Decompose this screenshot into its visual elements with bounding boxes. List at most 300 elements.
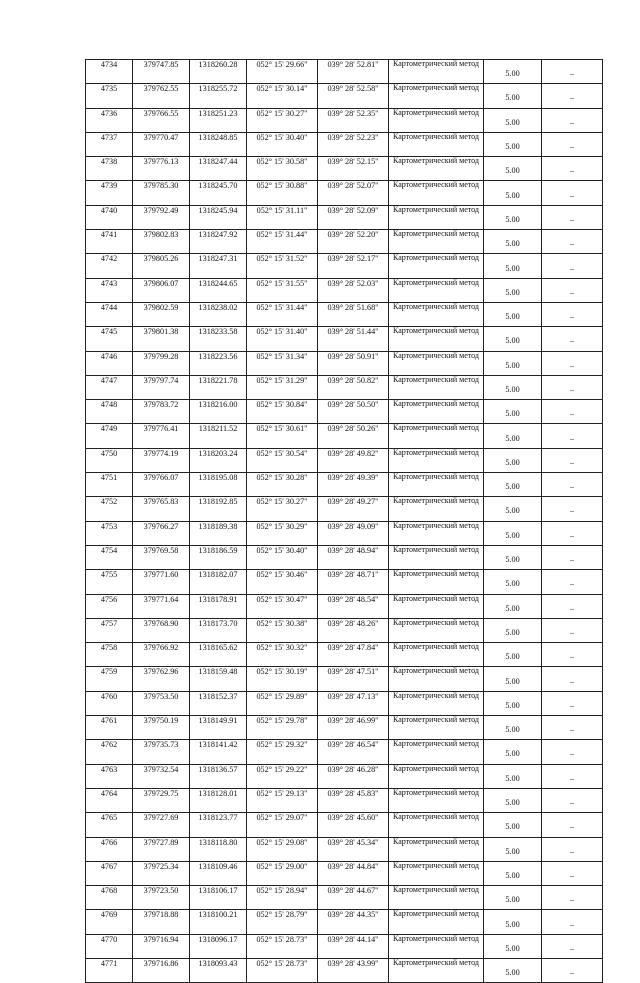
cell-method: Картометрический метод: [389, 667, 484, 691]
cell-note: –: [542, 157, 603, 181]
cell-accuracy: 5.00: [484, 108, 542, 132]
table-row: [86, 132, 603, 156]
cell-y-coordinate: 1318238.02: [190, 302, 247, 326]
table-row: [86, 327, 603, 351]
cell-longitude: 039° 28' 50.82": [318, 375, 389, 399]
cell-longitude: 039° 28' 50.91": [318, 351, 389, 375]
cell-accuracy: 5.00: [484, 351, 542, 375]
cell-y-coordinate: 1318128.01: [190, 788, 247, 812]
cell-x-coordinate: 379750.19: [133, 716, 190, 740]
cell-longitude: 039° 28' 44.84": [318, 861, 389, 885]
cell-latitude: 052° 15' 30.29": [247, 521, 318, 545]
cell-point-number: 4752: [86, 497, 133, 521]
cell-longitude: 039° 28' 47.13": [318, 691, 389, 715]
cell-note: –: [542, 788, 603, 812]
cell-x-coordinate: 379768.90: [133, 618, 190, 642]
cell-accuracy: 5.00: [484, 643, 542, 667]
table-row: [86, 497, 603, 521]
cell-method: Картометрический метод: [389, 84, 484, 108]
cell-longitude: 039° 28' 45.34": [318, 837, 389, 861]
cell-latitude: 052° 15' 31.29": [247, 375, 318, 399]
cell-y-coordinate: 1318109.46: [190, 861, 247, 885]
cell-accuracy: 5.00: [484, 473, 542, 497]
cell-point-number: 4764: [86, 788, 133, 812]
cell-point-number: 4744: [86, 302, 133, 326]
cell-y-coordinate: 1318260.28: [190, 60, 247, 84]
cell-y-coordinate: 1318247.44: [190, 157, 247, 181]
cell-longitude: 039° 28' 44.14": [318, 934, 389, 958]
cell-method: Картометрический метод: [389, 618, 484, 642]
cell-longitude: 039° 28' 46.99": [318, 716, 389, 740]
cell-point-number: 4751: [86, 473, 133, 497]
cell-accuracy: 5.00: [484, 521, 542, 545]
cell-point-number: 4757: [86, 618, 133, 642]
cell-accuracy: 5.00: [484, 424, 542, 448]
table-row: [86, 302, 603, 326]
table-row: [86, 545, 603, 569]
cell-x-coordinate: 379802.59: [133, 302, 190, 326]
cell-x-coordinate: 379766.55: [133, 108, 190, 132]
cell-longitude: 039° 28' 52.03": [318, 278, 389, 302]
cell-method: Картометрический метод: [389, 181, 484, 205]
cell-latitude: 052° 15' 31.52": [247, 254, 318, 278]
cell-accuracy: 5.00: [484, 157, 542, 181]
cell-longitude: 039° 28' 44.67": [318, 886, 389, 910]
cell-point-number: 4768: [86, 886, 133, 910]
table-row: [86, 254, 603, 278]
cell-latitude: 052° 15' 30.54": [247, 448, 318, 472]
cell-point-number: 4756: [86, 594, 133, 618]
cell-point-number: 4743: [86, 278, 133, 302]
table-row: [86, 448, 603, 472]
cell-y-coordinate: 1318195.08: [190, 473, 247, 497]
cell-y-coordinate: 1318192.85: [190, 497, 247, 521]
cell-x-coordinate: 379799.28: [133, 351, 190, 375]
cell-longitude: 039° 28' 51.44": [318, 327, 389, 351]
table-row: [86, 764, 603, 788]
cell-latitude: 052° 15' 31.11": [247, 205, 318, 229]
cell-point-number: 4761: [86, 716, 133, 740]
cell-accuracy: 5.00: [484, 910, 542, 934]
cell-method: Картометрический метод: [389, 351, 484, 375]
cell-x-coordinate: 379802.83: [133, 230, 190, 254]
cell-method: Картометрический метод: [389, 254, 484, 278]
cell-method: Картометрический метод: [389, 327, 484, 351]
cell-latitude: 052° 15' 30.14": [247, 84, 318, 108]
table-row: [86, 205, 603, 229]
cell-note: –: [542, 910, 603, 934]
cell-point-number: 4742: [86, 254, 133, 278]
cell-point-number: 4745: [86, 327, 133, 351]
cell-point-number: 4746: [86, 351, 133, 375]
cell-note: –: [542, 861, 603, 885]
table-row: [86, 157, 603, 181]
cell-longitude: 039° 28' 48.71": [318, 570, 389, 594]
cell-point-number: 4759: [86, 667, 133, 691]
cell-longitude: 039° 28' 48.94": [318, 545, 389, 569]
table-row: [86, 716, 603, 740]
cell-y-coordinate: 1318247.31: [190, 254, 247, 278]
cell-x-coordinate: 379806.07: [133, 278, 190, 302]
cell-point-number: 4770: [86, 934, 133, 958]
cell-latitude: 052° 15' 31.40": [247, 327, 318, 351]
cell-point-number: 4771: [86, 958, 133, 982]
cell-x-coordinate: 379735.73: [133, 740, 190, 764]
cell-method: Картометрический метод: [389, 740, 484, 764]
cell-note: –: [542, 691, 603, 715]
cell-x-coordinate: 379776.41: [133, 424, 190, 448]
cell-point-number: 4762: [86, 740, 133, 764]
cell-accuracy: 5.00: [484, 886, 542, 910]
cell-note: –: [542, 716, 603, 740]
table-row: [86, 400, 603, 424]
cell-note: –: [542, 473, 603, 497]
cell-point-number: 4766: [86, 837, 133, 861]
cell-method: Картометрический метод: [389, 132, 484, 156]
table-row: [86, 278, 603, 302]
cell-latitude: 052° 15' 30.84": [247, 400, 318, 424]
cell-note: –: [542, 302, 603, 326]
cell-accuracy: 5.00: [484, 400, 542, 424]
cell-accuracy: 5.00: [484, 205, 542, 229]
cell-point-number: 4753: [86, 521, 133, 545]
cell-accuracy: 5.00: [484, 84, 542, 108]
cell-x-coordinate: 379770.47: [133, 132, 190, 156]
cell-point-number: 4755: [86, 570, 133, 594]
table-row: [86, 84, 603, 108]
cell-y-coordinate: 1318123.77: [190, 813, 247, 837]
cell-note: –: [542, 327, 603, 351]
cell-longitude: 039° 28' 48.54": [318, 594, 389, 618]
cell-y-coordinate: 1318211.52: [190, 424, 247, 448]
cell-longitude: 039° 28' 52.15": [318, 157, 389, 181]
cell-y-coordinate: 1318096.17: [190, 934, 247, 958]
cell-point-number: 4741: [86, 230, 133, 254]
cell-accuracy: 5.00: [484, 181, 542, 205]
cell-point-number: 4763: [86, 764, 133, 788]
cell-x-coordinate: 379747.85: [133, 60, 190, 84]
cell-longitude: 039° 28' 52.35": [318, 108, 389, 132]
cell-method: Картометрический метод: [389, 205, 484, 229]
cell-accuracy: 5.00: [484, 497, 542, 521]
cell-x-coordinate: 379716.86: [133, 958, 190, 982]
cell-longitude: 039° 28' 46.28": [318, 764, 389, 788]
cell-accuracy: 5.00: [484, 594, 542, 618]
table-row: [86, 934, 603, 958]
cell-longitude: 039° 28' 50.26": [318, 424, 389, 448]
cell-note: –: [542, 618, 603, 642]
table-row: [86, 643, 603, 667]
cell-note: –: [542, 230, 603, 254]
cell-method: Картометрический метод: [389, 594, 484, 618]
cell-method: Картометрический метод: [389, 910, 484, 934]
cell-x-coordinate: 379797.74: [133, 375, 190, 399]
cell-latitude: 052° 15' 30.27": [247, 497, 318, 521]
cell-point-number: 4748: [86, 400, 133, 424]
table-row: [86, 594, 603, 618]
cell-method: Картометрический метод: [389, 886, 484, 910]
cell-method: Картометрический метод: [389, 545, 484, 569]
cell-longitude: 039° 28' 45.60": [318, 813, 389, 837]
cell-accuracy: 5.00: [484, 302, 542, 326]
cell-y-coordinate: 1318221.78: [190, 375, 247, 399]
cell-y-coordinate: 1318149.91: [190, 716, 247, 740]
cell-longitude: 039° 28' 46.54": [318, 740, 389, 764]
cell-note: –: [542, 254, 603, 278]
table-row: [86, 691, 603, 715]
table-body: [86, 60, 603, 983]
cell-point-number: 4737: [86, 132, 133, 156]
cell-method: Картометрический метод: [389, 448, 484, 472]
cell-note: –: [542, 764, 603, 788]
cell-point-number: 4758: [86, 643, 133, 667]
cell-note: –: [542, 813, 603, 837]
cell-point-number: 4769: [86, 910, 133, 934]
cell-point-number: 4734: [86, 60, 133, 84]
cell-method: Картометрический метод: [389, 473, 484, 497]
table-row: [86, 230, 603, 254]
cell-accuracy: 5.00: [484, 788, 542, 812]
cell-longitude: 039° 28' 49.39": [318, 473, 389, 497]
cell-note: –: [542, 108, 603, 132]
table-row: [86, 375, 603, 399]
cell-latitude: 052° 15' 30.61": [247, 424, 318, 448]
cell-note: –: [542, 570, 603, 594]
cell-y-coordinate: 1318248.85: [190, 132, 247, 156]
cell-method: Картометрический метод: [389, 837, 484, 861]
cell-latitude: 052° 15' 29.08": [247, 837, 318, 861]
cell-latitude: 052° 15' 29.32": [247, 740, 318, 764]
cell-note: –: [542, 424, 603, 448]
cell-note: –: [542, 278, 603, 302]
table-row: [86, 813, 603, 837]
cell-note: –: [542, 205, 603, 229]
cell-accuracy: 5.00: [484, 764, 542, 788]
cell-accuracy: 5.00: [484, 327, 542, 351]
cell-x-coordinate: 379723.50: [133, 886, 190, 910]
cell-x-coordinate: 379716.94: [133, 934, 190, 958]
cell-method: Картометрический метод: [389, 375, 484, 399]
cell-method: Картометрический метод: [389, 570, 484, 594]
cell-longitude: 039° 28' 52.58": [318, 84, 389, 108]
cell-note: –: [542, 740, 603, 764]
cell-y-coordinate: 1318093.43: [190, 958, 247, 982]
cell-accuracy: 5.00: [484, 132, 542, 156]
cell-y-coordinate: 1318255.72: [190, 84, 247, 108]
cell-longitude: 039° 28' 47.84": [318, 643, 389, 667]
cell-method: Картометрический метод: [389, 691, 484, 715]
coordinates-table: [85, 59, 603, 983]
cell-y-coordinate: 1318173.70: [190, 618, 247, 642]
cell-x-coordinate: 379718.88: [133, 910, 190, 934]
cell-accuracy: 5.00: [484, 278, 542, 302]
cell-method: Картометрический метод: [389, 400, 484, 424]
cell-method: Картометрический метод: [389, 521, 484, 545]
table-row: [86, 861, 603, 885]
cell-point-number: 4740: [86, 205, 133, 229]
cell-method: Картометрический метод: [389, 157, 484, 181]
table-row: [86, 910, 603, 934]
cell-x-coordinate: 379771.64: [133, 594, 190, 618]
cell-note: –: [542, 497, 603, 521]
cell-x-coordinate: 379774.19: [133, 448, 190, 472]
cell-longitude: 039° 28' 49.82": [318, 448, 389, 472]
cell-accuracy: 5.00: [484, 618, 542, 642]
cell-x-coordinate: 379792.49: [133, 205, 190, 229]
cell-x-coordinate: 379766.92: [133, 643, 190, 667]
cell-y-coordinate: 1318182.07: [190, 570, 247, 594]
cell-longitude: 039° 28' 47.51": [318, 667, 389, 691]
cell-y-coordinate: 1318203.24: [190, 448, 247, 472]
cell-latitude: 052° 15' 29.78": [247, 716, 318, 740]
cell-x-coordinate: 379727.69: [133, 813, 190, 837]
cell-method: Картометрический метод: [389, 643, 484, 667]
table-row: [86, 473, 603, 497]
cell-y-coordinate: 1318245.70: [190, 181, 247, 205]
cell-method: Картометрический метод: [389, 813, 484, 837]
cell-method: Картометрический метод: [389, 716, 484, 740]
cell-point-number: 4747: [86, 375, 133, 399]
table-row: [86, 788, 603, 812]
cell-latitude: 052° 15' 30.40": [247, 545, 318, 569]
cell-y-coordinate: 1318247.92: [190, 230, 247, 254]
cell-x-coordinate: 379769.58: [133, 545, 190, 569]
cell-note: –: [542, 60, 603, 84]
cell-y-coordinate: 1318178.91: [190, 594, 247, 618]
cell-accuracy: 5.00: [484, 60, 542, 84]
cell-note: –: [542, 84, 603, 108]
cell-latitude: 052° 15' 29.00": [247, 861, 318, 885]
cell-longitude: 039° 28' 52.09": [318, 205, 389, 229]
cell-latitude: 052° 15' 28.94": [247, 886, 318, 910]
table-row: [86, 424, 603, 448]
cell-latitude: 052° 15' 28.73": [247, 934, 318, 958]
cell-latitude: 052° 15' 30.38": [247, 618, 318, 642]
cell-x-coordinate: 379785.30: [133, 181, 190, 205]
cell-longitude: 039° 28' 45.83": [318, 788, 389, 812]
cell-latitude: 052° 15' 30.32": [247, 643, 318, 667]
cell-y-coordinate: 1318165.62: [190, 643, 247, 667]
cell-method: Картометрический метод: [389, 424, 484, 448]
table-row: [86, 181, 603, 205]
cell-method: Картометрический метод: [389, 230, 484, 254]
cell-accuracy: 5.00: [484, 740, 542, 764]
cell-x-coordinate: 379771.60: [133, 570, 190, 594]
cell-longitude: 039° 28' 51.68": [318, 302, 389, 326]
cell-y-coordinate: 1318245.94: [190, 205, 247, 229]
cell-note: –: [542, 958, 603, 982]
cell-method: Картометрический метод: [389, 108, 484, 132]
cell-point-number: 4767: [86, 861, 133, 885]
cell-longitude: 039° 28' 52.17": [318, 254, 389, 278]
cell-accuracy: 5.00: [484, 667, 542, 691]
cell-note: –: [542, 448, 603, 472]
cell-x-coordinate: 379732.54: [133, 764, 190, 788]
cell-point-number: 4738: [86, 157, 133, 181]
cell-accuracy: 5.00: [484, 448, 542, 472]
cell-latitude: 052° 15' 29.13": [247, 788, 318, 812]
cell-accuracy: 5.00: [484, 861, 542, 885]
cell-latitude: 052° 15' 30.47": [247, 594, 318, 618]
cell-x-coordinate: 379725.34: [133, 861, 190, 885]
cell-method: Картометрический метод: [389, 764, 484, 788]
cell-longitude: 039° 28' 44.35": [318, 910, 389, 934]
cell-latitude: 052° 15' 29.07": [247, 813, 318, 837]
table-row: [86, 618, 603, 642]
cell-y-coordinate: 1318244.65: [190, 278, 247, 302]
cell-note: –: [542, 181, 603, 205]
cell-method: Картометрический метод: [389, 302, 484, 326]
cell-latitude: 052° 15' 29.22": [247, 764, 318, 788]
cell-latitude: 052° 15' 31.44": [247, 230, 318, 254]
cell-x-coordinate: 379783.72: [133, 400, 190, 424]
table-row: [86, 351, 603, 375]
cell-note: –: [542, 667, 603, 691]
cell-note: –: [542, 351, 603, 375]
cell-y-coordinate: 1318233.58: [190, 327, 247, 351]
cell-x-coordinate: 379801.38: [133, 327, 190, 351]
cell-longitude: 039° 28' 52.81": [318, 60, 389, 84]
cell-method: Картометрический метод: [389, 958, 484, 982]
cell-longitude: 039° 28' 52.23": [318, 132, 389, 156]
cell-latitude: 052° 15' 28.79": [247, 910, 318, 934]
cell-longitude: 039° 28' 49.27": [318, 497, 389, 521]
cell-latitude: 052° 15' 30.28": [247, 473, 318, 497]
table-row: [86, 521, 603, 545]
cell-x-coordinate: 379766.07: [133, 473, 190, 497]
cell-y-coordinate: 1318106.17: [190, 886, 247, 910]
cell-accuracy: 5.00: [484, 691, 542, 715]
cell-longitude: 039° 28' 52.07": [318, 181, 389, 205]
cell-x-coordinate: 379762.96: [133, 667, 190, 691]
cell-x-coordinate: 379762.55: [133, 84, 190, 108]
cell-accuracy: 5.00: [484, 254, 542, 278]
table-row: [86, 837, 603, 861]
cell-accuracy: 5.00: [484, 375, 542, 399]
table-row: [86, 667, 603, 691]
cell-accuracy: 5.00: [484, 813, 542, 837]
cell-point-number: 4736: [86, 108, 133, 132]
cell-latitude: 052° 15' 31.34": [247, 351, 318, 375]
cell-y-coordinate: 1318223.56: [190, 351, 247, 375]
cell-x-coordinate: 379753.50: [133, 691, 190, 715]
cell-y-coordinate: 1318216.00: [190, 400, 247, 424]
cell-latitude: 052° 15' 30.88": [247, 181, 318, 205]
cell-method: Картометрический метод: [389, 278, 484, 302]
cell-note: –: [542, 643, 603, 667]
cell-method: Картометрический метод: [389, 788, 484, 812]
cell-y-coordinate: 1318251.23: [190, 108, 247, 132]
cell-accuracy: 5.00: [484, 837, 542, 861]
cell-accuracy: 5.00: [484, 934, 542, 958]
cell-latitude: 052° 15' 29.66": [247, 60, 318, 84]
cell-note: –: [542, 521, 603, 545]
cell-x-coordinate: 379727.89: [133, 837, 190, 861]
cell-x-coordinate: 379776.13: [133, 157, 190, 181]
cell-accuracy: 5.00: [484, 230, 542, 254]
cell-longitude: 039° 28' 49.09": [318, 521, 389, 545]
cell-accuracy: 5.00: [484, 716, 542, 740]
cell-point-number: 4760: [86, 691, 133, 715]
table-row: [86, 886, 603, 910]
cell-latitude: 052° 15' 30.58": [247, 157, 318, 181]
table-row: [86, 108, 603, 132]
cell-latitude: 052° 15' 28.73": [247, 958, 318, 982]
cell-accuracy: 5.00: [484, 545, 542, 569]
cell-note: –: [542, 594, 603, 618]
table-row: [86, 958, 603, 982]
cell-note: –: [542, 400, 603, 424]
